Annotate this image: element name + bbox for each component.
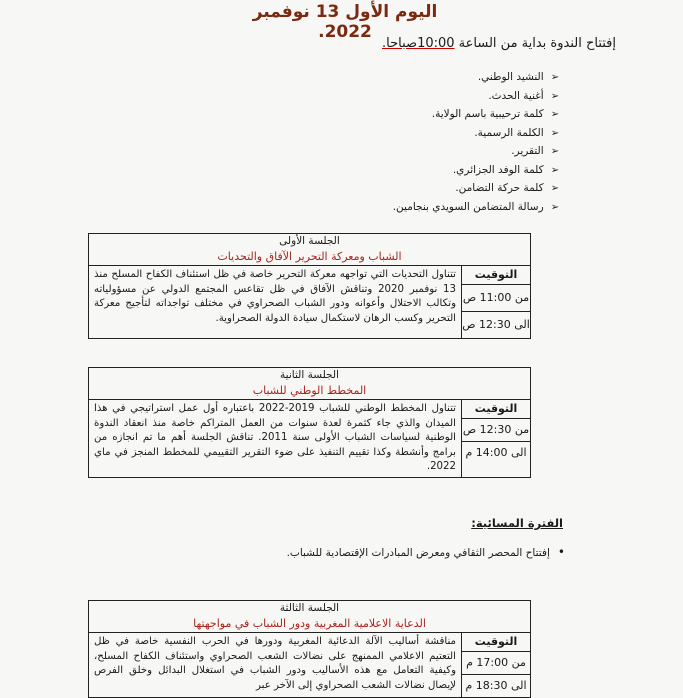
arrow-bullet-icon: ➢: [550, 90, 560, 102]
session-header: [89, 601, 530, 633]
session-header: [89, 234, 530, 266]
session-title: الشباب ومعركة التحرير الآفاق والتحديات: [217, 250, 402, 263]
session-description: تتناول المخطط الوطني للشباب 2019-2022 باعتباره أول عمل استراتيجي في هذا الميدان والذي جاء كثمرة لعدة سنوات من العمل المتراكم خاصة منذ انعقاد الندوة الوطنية لسياسات الشباب الأولى سنة 2011. تناقش الجلسة أهم ما تم انجازه من برامج وأنشطة وكذا تقييم التنفيذ على ضوء التقرير التقييمي للمخطط المنجز في ماي 2022.: [94, 403, 457, 472]
session-time-column: [461, 633, 530, 697]
agenda-item: [323, 124, 563, 143]
time-from: من 11:00 ص: [462, 285, 530, 312]
agenda-item: [323, 142, 563, 161]
afternoon-item-text: إفتتاح المحصر الثقافي ومعرض المبادرات الإقتصادية للشباب.: [286, 547, 550, 559]
agenda-item-text: كلمة الوفد الجزائري.: [452, 163, 544, 176]
afternoon-period-item: [287, 545, 565, 559]
bullet-icon: •: [557, 545, 565, 559]
session-title: الدعاية الاعلامية المغربية ودور الشباب في مواجهتها: [193, 617, 426, 630]
agenda-item-text: كلمة حركة التضامن.: [455, 182, 544, 194]
agenda-item-text: رسالة المتضامن السويدي بنجامين.: [392, 200, 544, 213]
agenda-item: [323, 198, 563, 217]
time-label: التوقيت: [462, 400, 530, 419]
day-title: اليوم الأول 13 نوفمبر 2022.: [252, 2, 438, 42]
session-number: الجلسة الثانية: [280, 369, 339, 381]
time-to: الى 14:00 م: [465, 446, 527, 459]
session-time-column: [461, 266, 530, 338]
session-number: الجلسة الأولى: [279, 235, 340, 247]
afternoon-period-title: الفترة المسائية:: [471, 516, 563, 530]
arrow-bullet-icon: ➢: [550, 146, 560, 157]
opening-time: 10:00: [417, 36, 455, 51]
agenda-item: [323, 87, 563, 106]
session-number: الجلسة الثالثة: [279, 602, 340, 614]
session-2-table: [88, 367, 531, 478]
agenda-item-text: كلمة ترحيبية باسم الولاية.: [431, 108, 544, 120]
session-description: تتناول التحديات التي تواجهه معركة التحرير خاصة في ظل استئناف الكفاح المسلح منذ 13 نوفمبر 2020 وتناقش الآفاق في ظل تقاعس المجتمع الدولي عن مسؤولياته وتكالب الاحتلال وأعوانه ودور الشباب الصحراوي في مختلف تواجداته لتأجيج معركة التحرير وكسب الرهان لاستكمال سيادة الدولة الصحراوية.: [94, 269, 457, 324]
time-from: من 17:00 م: [462, 652, 530, 675]
opening-line: [368, 36, 616, 51]
session-description: مناقشة أساليب الآلة الدعائية المغربية ودورها في الحرب النفسية خاصة في ظل التعتيم الاعلامي الممنهج على نضالات الشعب الصحراوي واستئناف الكفاح المسلح، وكيفية التعامل مع هذه الأساليب ودور الشباب في استغلال البدائل وخلق الفرص لإيصال نضالات الشعب الصحراوي إلى الآخر عبر: [94, 636, 456, 691]
agenda-list: [323, 68, 563, 216]
session-time-column: [461, 400, 530, 477]
agenda-item-text: التقرير.: [511, 145, 544, 157]
opening-prefix: إفتتاح الندوة بداية من الساعة: [454, 36, 616, 51]
arrow-bullet-icon: ➢: [550, 164, 560, 176]
time-to: الى 18:30 م: [465, 679, 527, 692]
session-3-table: [88, 600, 531, 698]
time-label: التوقيت: [462, 633, 530, 652]
arrow-bullet-icon: ➢: [550, 183, 560, 194]
session-title: المخطط الوطني للشباب: [252, 384, 367, 397]
agenda-item-text: الكلمة الرسمية.: [474, 126, 544, 139]
time-to: الى 12:30 ص: [462, 318, 530, 331]
session-1-table: [88, 233, 531, 339]
agenda-item-text: النشيد الوطني.: [477, 71, 544, 83]
arrow-bullet-icon: ➢: [550, 201, 560, 213]
agenda-item: [323, 179, 563, 198]
opening-suffix: صباحا.: [382, 36, 418, 51]
agenda-item: [323, 105, 563, 124]
agenda-item: [323, 161, 563, 180]
time-label: التوقيت: [462, 266, 530, 285]
time-from: من 12:30 ص: [462, 419, 530, 442]
session-header: [89, 368, 530, 400]
agenda-item: [323, 68, 563, 87]
arrow-bullet-icon: ➢: [550, 109, 560, 120]
arrow-bullet-icon: ➢: [550, 72, 560, 83]
arrow-bullet-icon: ➢: [550, 127, 560, 139]
agenda-item-text: أغنية الحدث.: [488, 89, 544, 102]
